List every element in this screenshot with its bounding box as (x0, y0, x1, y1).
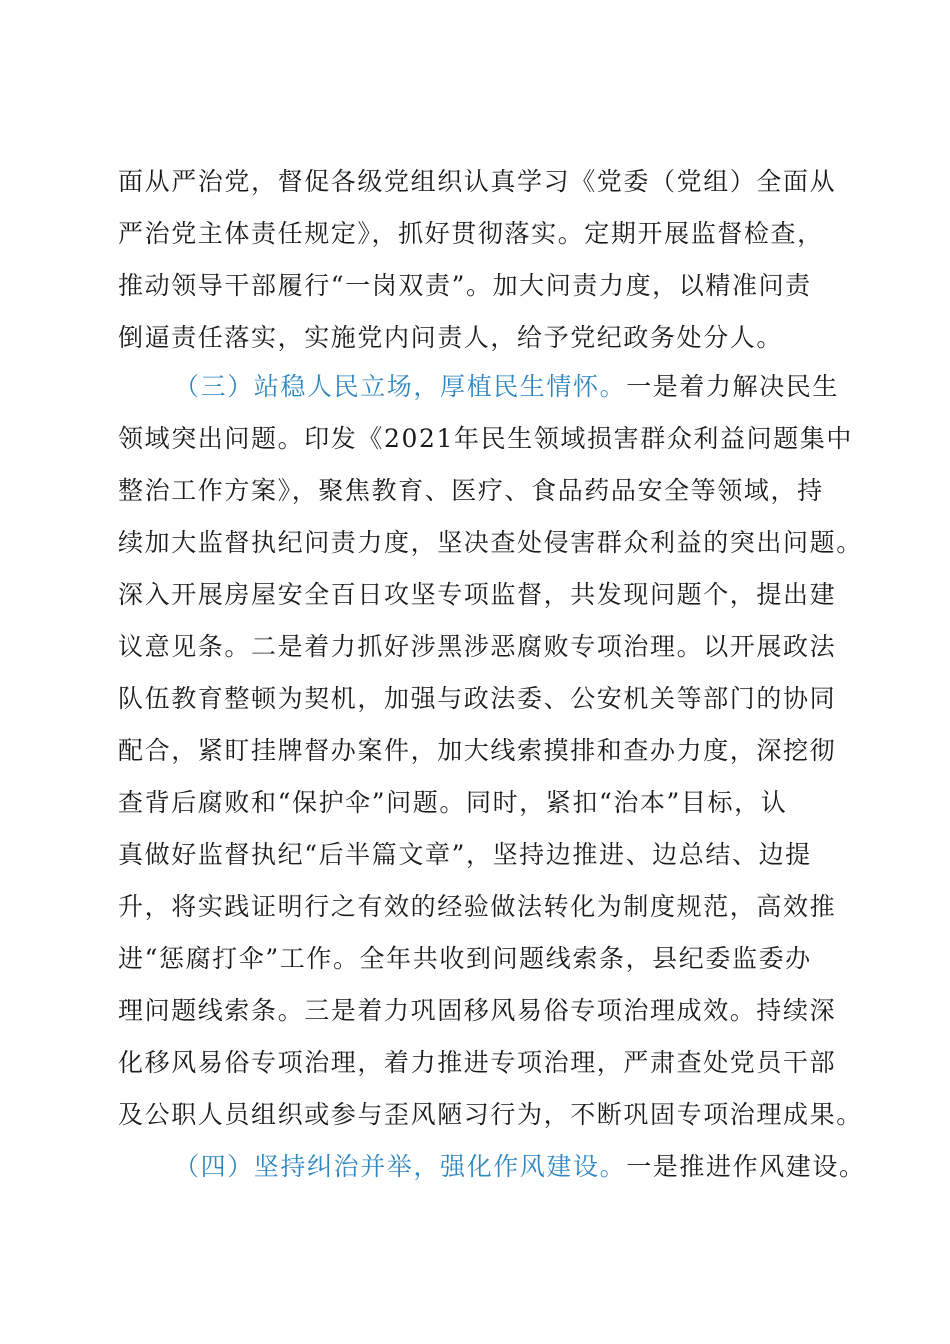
text-line: 升，将实践证明行之有效的经验做法转化为制度规范，高效推 (118, 892, 837, 921)
text-line: 理问题线索条。三是着力巩固移风易俗专项治理成效。持续深 (118, 996, 837, 1025)
section-heading-four: （四）坚持纠治并举，强化作风建设。 (174, 1152, 627, 1181)
text-line: 队伍教育整顿为契机，加强与政法委、公安机关等部门的协同 (118, 684, 837, 713)
text-line: 倒逼责任落实，实施党内问责人，给予党纪政务处分人。 (118, 323, 784, 352)
text-line: 推动领导干部履行“一岗双责”。加大问责力度，以精准问责 (118, 271, 812, 300)
text-line: 配合，紧盯挂牌督办案件，加大线索摸排和查办力度，深挖彻 (118, 736, 837, 765)
text-line: 严治党主体责任规定》，抓好贯彻落实。定期开展监督检查， (118, 219, 824, 248)
paragraph-people-stance (118, 361, 863, 1141)
text-line: 面从严治党，督促各级党组织认真学习《党委（党组）全面从 (118, 167, 837, 196)
text-line: 议意见条。二是着力抓好涉黑涉恶腐败专项治理。以开展政法 (118, 632, 837, 661)
paragraph-first-line (118, 361, 838, 413)
text-line: 续加大监督执纪问责力度，坚决查处侵害群众利益的突出问题。 (118, 528, 863, 557)
section-heading-three: （三）站稳人民立场，厚植民生情怀。 (174, 372, 627, 401)
paragraph-party-discipline (118, 156, 838, 364)
text-line: 真做好监督执纪“后半篇文章”，坚持边推进、边总结、边提 (118, 840, 812, 869)
text-line: 及公职人员组织或参与歪风陋习行为，不断巩固专项治理成果。 (118, 1100, 863, 1129)
text-run: 一是推进作风建设。 (626, 1152, 866, 1181)
text-run: 一是着力解决民生 (626, 372, 840, 401)
paragraph-first-line (118, 1141, 866, 1193)
text-line: 查背后腐败和“保护伞”问题。同时，紧扣“治本”目标，认 (118, 788, 788, 817)
text-line: 进“惩腐打伞”工作。全年共收到问题线索条，县纪委监委办 (118, 944, 812, 973)
paragraph-work-style (118, 1141, 866, 1193)
text-line: 深入开展房屋安全百日攻坚专项监督，共发现问题个，提出建 (118, 580, 837, 609)
text-line: 领域突出问题。印发《2021年民生领域损害群众利益问题集中 (118, 424, 854, 453)
text-line: 整治工作方案》，聚焦教育、医疗、食品药品安全等领域，持 (118, 476, 824, 505)
text-line: 化移风易俗专项治理，着力推进专项治理，严肃查处党员干部 (118, 1048, 837, 1077)
